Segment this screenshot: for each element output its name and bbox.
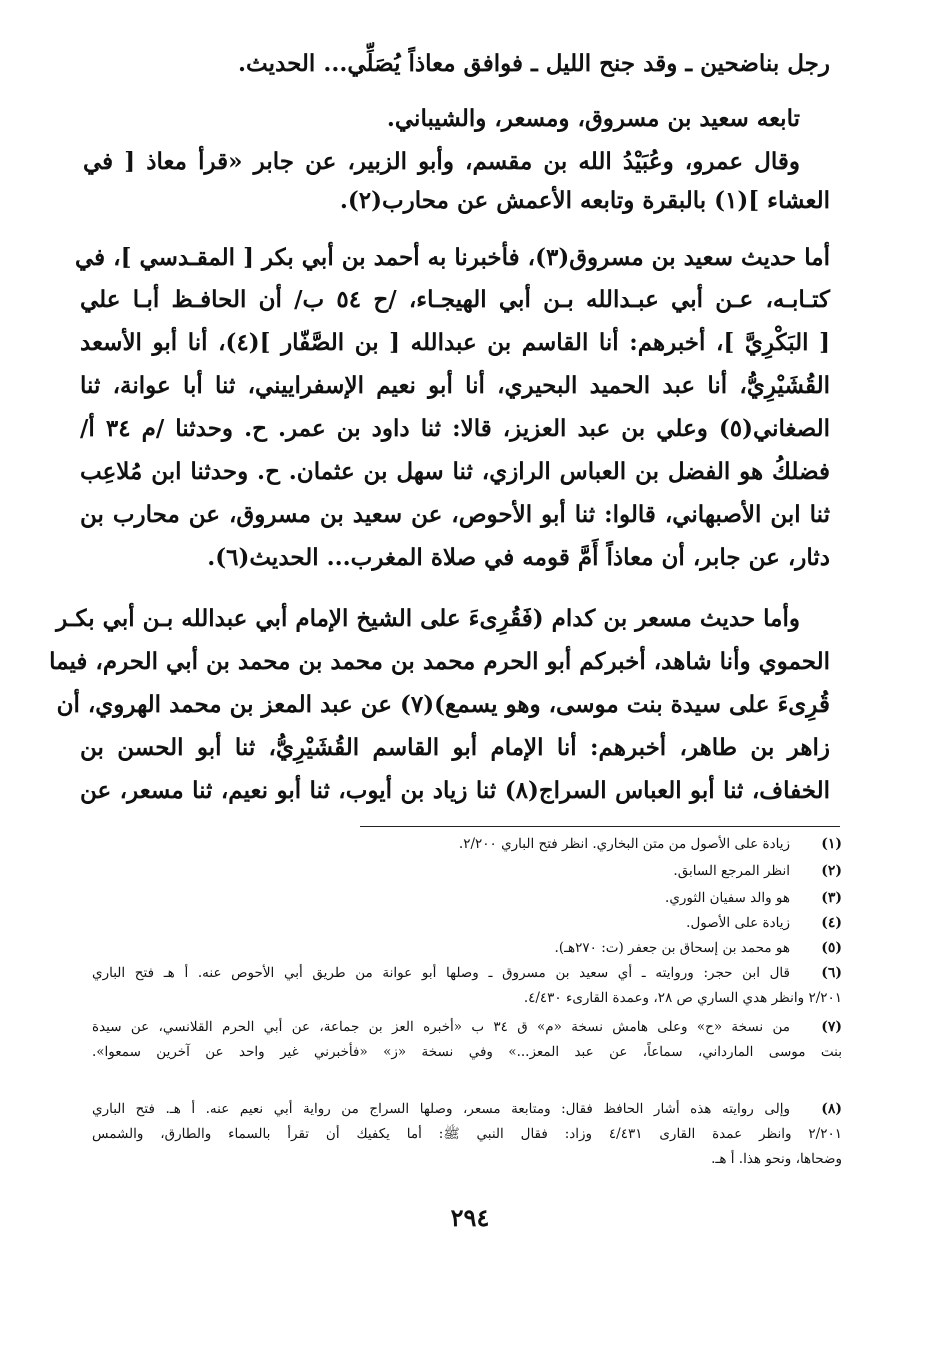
body-line: كتـابـه، عـن أبي عبـدالله بـن أبي الهيجـاء، /ح ٥٤ ب/ أن الحافـظ أبـا علي xyxy=(80,286,831,313)
footnote-text: هو محمد بن إسحاق بن جعفر (ت: ٢٧٠هـ). xyxy=(554,940,790,956)
footnote-number: (٧) xyxy=(821,1019,842,1035)
footnote-text: انظر المرجع السابق. xyxy=(673,863,790,879)
footnote-text: هو والد سفيان الثوري. xyxy=(665,890,790,906)
body-line: قُرِىءَ على سيدة بنت موسى، وهو يسمع)(٧) عن عبد المعز بن محمد الهروي، أن xyxy=(56,691,830,718)
body-line: وأما حديث مسعر بن كدام (فَقُرِىءَ على الشيخ الإمام أبي عبدالله بـن أبي بكـر xyxy=(56,605,800,632)
footnote-text: ٢/٢٠١ وانظر هدي الساري ص ٢٨، وعمدة القارىء ٤/٤٣٠. xyxy=(523,990,842,1006)
body-line: أما حديث سعيد بن مسروق(٣)، فأخبرنا به أحمد بن أبي بكر [ المقـدسي ]، في xyxy=(75,244,830,271)
footnote-number: (٤) xyxy=(821,915,842,931)
body-line: رجل بناضحين ـ وقد جنح الليل ـ فوافق معاذاً يُصَلِّي... الحديث. xyxy=(238,50,830,77)
body-line: دثار، عن جابر، أن معاذاً أَمَّ قومه في صلاة المغرب... الحديث(٦). xyxy=(207,544,830,571)
body-line: ثنا ابن الأصبهاني، قالوا: ثنا أبو الأحوص، عن سعيد بن مسروق، عن محارب بن xyxy=(80,501,830,528)
footnote-number: (١) xyxy=(821,836,842,852)
body-line: تابعه سعيد بن مسروق، ومسعر، والشيباني. xyxy=(386,105,800,132)
body-line: العشاء ](١) بالبقرة وتابعه الأعمش عن محارب(٢). xyxy=(339,187,830,214)
body-line: فضلكُ هو الفضل بن العباس الرازي، ثنا سهل بن عثمان. ح. وحدثنا ابن مُلاعِب xyxy=(80,458,830,485)
footnote-text: ٢/٢٠١ وانظر عمدة القارى ٤/٤٣١ وزاد: فقال النبي ﷺ: أما يكفيك أن تقرأ بالسماء والطارق، والشمس xyxy=(92,1126,842,1142)
body-line: الصغاني(٥) وعلي بن عبد العزيز، قالا: ثنا داود بن عمر. ح. وحدثنا /م ٣٤ أ/ xyxy=(80,415,830,442)
footnote-text: وإلى روايته هذه أشار الحافظ فقال: ومتابعة مسعر، وصلها السراج من رواية أبي نعيم عنه. أ هـ. فتح الباري xyxy=(92,1101,790,1117)
footnote-number: (٦) xyxy=(821,965,842,981)
body-line: [ البَكْرِيَّ ]، أخبرهم: أنا القاسم بن عبدالله [ بن الصَّفّار ](٤)، أنا أبو الأسعد xyxy=(80,329,830,356)
page-number: ٢٩٤ xyxy=(450,1203,490,1232)
footnote-text: وضحاها، ونحو هذا. أ هـ. xyxy=(711,1151,842,1167)
footnote-text: زيادة على الأصول من متن البخاري. انظر فتح الباري ٢/٢٠٠. xyxy=(458,836,790,852)
body-line: الحموي وأنا شاهد، أخبركم أبو الحرم محمد بن محمد بن محمد بن أبي الحرم، فيما xyxy=(49,648,830,675)
footnote-text: قال ابن حجر: وروايته ـ أي سعيد بن مسروق ـ وصلها أبو عوانة من طريق أبي الأحوص عنه. أ هـ فتح الباري xyxy=(92,965,790,981)
footnote-text: من نسخة «ح» وعلى هامش نسخة «م» ق ٣٤ ب «أخبره العز بن جماعة، عن أبي الحرم القلانسي، عن سيدة xyxy=(92,1019,790,1035)
footnote-text: بنت موسى المارداني، سماعاً، عن عبد المعز...» وفي نسخة «ز» «فأخبرني غير واحد عن آخرين سمعوا». xyxy=(92,1044,842,1060)
body-line: زاهر بن طاهر، أخبرهم: أنا الإمام أبو القاسم القُشَيْرِيُّ، ثنا أبو الحسن بن xyxy=(80,734,830,761)
footnote-number: (٢) xyxy=(821,863,842,879)
footnote-separator xyxy=(360,826,840,827)
footnote-text: زيادة على الأصول. xyxy=(686,915,790,931)
footnote-number: (٨) xyxy=(821,1101,842,1117)
body-line: القُشَيْرِيُّ، أنا عبد الحميد البحيري، أنا أبو نعيم الإسفراييني، ثنا أبا عوانة، ثنا xyxy=(80,372,830,399)
footnote-number: (٣) xyxy=(821,890,842,906)
body-line: الخفاف، ثنا أبو العباس السراج(٨) ثنا زياد بن أيوب، ثنا أبو نعيم، ثنا مسعر، عن xyxy=(80,777,830,804)
body-line: وقال عمرو، وعُبَيْدُ الله بن مقسم، وأبو الزبير، عن جابر «قرأ معاذ [ في xyxy=(83,148,800,175)
footnote-number: (٥) xyxy=(821,940,842,956)
